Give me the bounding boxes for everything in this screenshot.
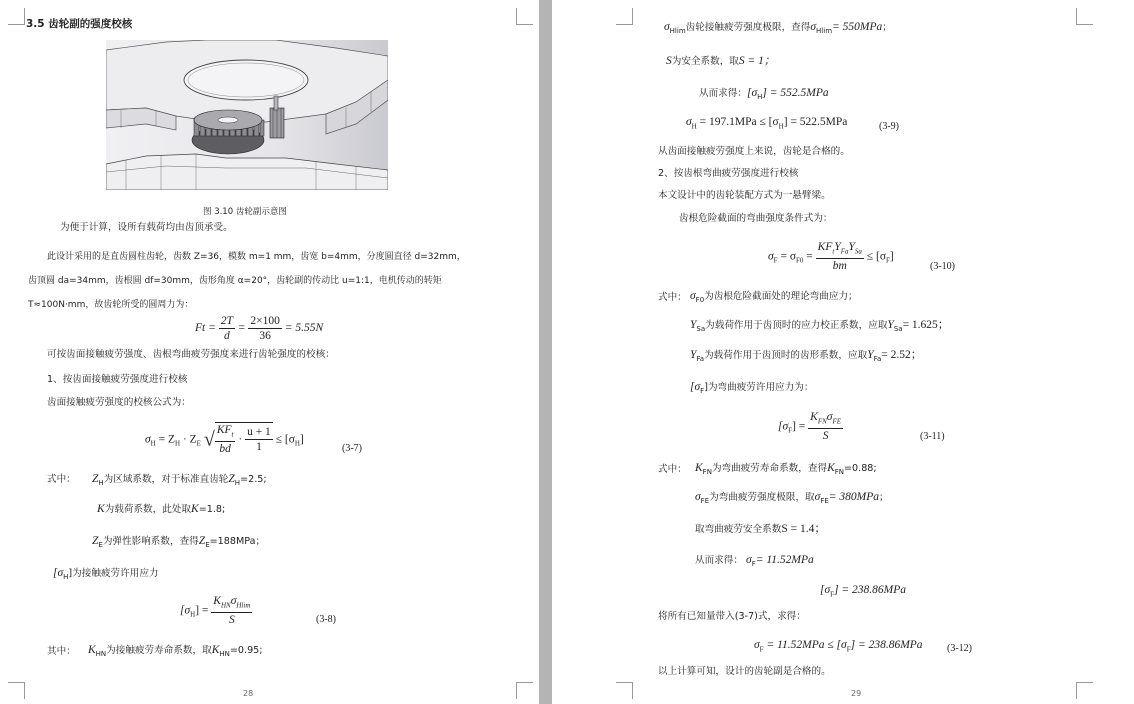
page-gutter xyxy=(539,0,552,704)
equation-3-12: $\sigma_F = 11.52MPa \le [\sigma_F] = 238.86MPa$ xyxy=(754,639,923,654)
safety-factor-definition: S为安全系数，取S = 1； xyxy=(666,55,776,67)
equation-3-9: $\sigma_H = 197.1MPa \le [\sigma_H] = 522.5MPa$ xyxy=(686,116,848,131)
figure-caption: 图 3.10 齿轮副示意图 xyxy=(203,207,287,217)
paragraph: 可按齿面接触疲劳强度、齿根弯曲疲劳强度来进行齿轮强度的校核： xyxy=(47,349,335,360)
page-number: 29 xyxy=(851,689,862,698)
paragraph: 此设计采用的是直齿圆柱齿轮，齿数 Z=36，模数 m=1 mm，齿宽 b=4mm，分度圆直径 d=32mm， xyxy=(47,252,466,262)
where-label: 式中： xyxy=(658,464,687,475)
k-definition: K为载荷系数，此处取K=1.8; xyxy=(97,503,226,515)
sfe-definition: $\sigma_{FE}$为弯曲疲劳强度极限，取$\sigma_{FE}= 380MPa$； xyxy=(695,491,889,505)
equation-number: (3-7) xyxy=(342,443,362,454)
crop-mark xyxy=(516,682,533,699)
crop-mark xyxy=(616,8,633,25)
document-page-28 xyxy=(0,0,539,704)
crop-mark xyxy=(516,8,533,25)
paragraph: 以上计算可知，设计的齿轮副是合格的。 xyxy=(658,666,831,677)
equation-number: (3-12) xyxy=(947,643,972,654)
document-page-29 xyxy=(552,0,1134,704)
equation-3-8: $[\sigma_H]$ = $\frac{K_{HN}\sigma_{Hlim}}{S}$ xyxy=(180,595,251,627)
khn-definition: $K_{HN}$为接触疲劳寿命系数，取$K_{HN}=0.95$; xyxy=(88,644,263,658)
sfp-definition: $[\sigma_F]$为弯曲疲劳许用应力为： xyxy=(690,381,814,395)
paragraph: 齿顶圆 da=34mm，齿根圆 df=30mm，齿形角度 α=20°，齿轮副的传动比 u=1:1，电机传动的转矩 xyxy=(28,276,442,286)
equation-3-10: $\sigma_F = \sigma_{F0}$ = $\frac{KF_tY_{Fa}Y_{Sa}}{bm}$ ≤ $[\sigma_F]$ xyxy=(768,241,894,273)
equation-ft: Ft = $\frac{2T}{d}$ = $\frac{2\times 100}{36}$ = 5.55N xyxy=(195,315,324,342)
paragraph: 从齿面接触疲劳强度上来说，齿轮是合格的。 xyxy=(658,146,850,157)
ze-definition: $Z_E$为弹性影响系数，查得$Z_E=188MPa$； xyxy=(92,535,266,549)
equation-number: (3-11) xyxy=(920,431,945,442)
where-label: 式中： xyxy=(47,474,76,485)
result-allowable-sigma-f: $[\sigma_F] = 238.86MPa$ xyxy=(820,584,907,599)
paragraph: 齿面接触疲劳强度的校核公式为： xyxy=(47,397,191,408)
sf0-definition: $\sigma_{F0}$为齿根危险截面处的理论弯曲应力； xyxy=(690,290,858,304)
paragraph: 1、按齿面接触疲劳强度进行校核 xyxy=(47,374,188,385)
paragraph: 齿根危险截面的弯曲强度条件式为： xyxy=(679,213,833,224)
equation-number: (3-8) xyxy=(316,614,336,625)
result-sigma-f: 从而求得： $\sigma_F= 11.52MPa$ xyxy=(695,554,814,568)
crop-mark xyxy=(1076,682,1093,699)
shlim-definition: $\sigma_{Hlim}$齿轮接触疲劳强度极限，查得$\sigma_{Hlim}= 550MPa$； xyxy=(664,21,892,35)
kfn-definition: $K_{FN}$为弯曲疲劳寿命系数，查得$K_{FN}=0.88$; xyxy=(695,462,877,476)
where-label: 式中： xyxy=(658,292,687,303)
page-number: 28 xyxy=(243,689,254,698)
equation-3-7: $\sigma_H = Z_H \cdot Z_E$ √ $\frac{KF_t}{bd}$ · $\frac{u + 1}{1}$ ≤ $[\sigma_H]$ xyxy=(145,424,304,456)
paragraph: T≈100N·mm，故齿轮所受的圆周力为： xyxy=(28,300,194,310)
paragraph: 为便于计算，设所有载荷均由齿顶承受。 xyxy=(60,222,233,233)
yfa-definition: $Y_{Fa}$为载荷作用于齿顶时的齿形系数，应取$Y_{Fa}= 2.52$； xyxy=(690,349,923,363)
paragraph: 将所有已知量带入(3-7)式，求得： xyxy=(658,611,806,622)
crop-mark xyxy=(8,8,25,25)
bending-safety-factor: 取弯曲疲劳安全系数S = 1.4； xyxy=(695,523,826,535)
equation-number: (3-9) xyxy=(879,121,899,132)
where-label: 其中： xyxy=(47,646,76,657)
crop-mark xyxy=(8,682,25,699)
paragraph: 本文设计中的齿轮装配方式为一悬臂梁。 xyxy=(658,190,831,201)
zh-definition: $Z_H$为区域系数，对于标准直齿轮$Z_H=2.5$; xyxy=(92,473,267,487)
crop-mark xyxy=(1076,8,1093,25)
section-heading: 3.5 齿轮副的强度校核 xyxy=(26,18,133,30)
allowable-contact-stress-definition: $[\sigma_H]$为接触疲劳许用应力 xyxy=(53,567,159,581)
gear-pair-figure xyxy=(106,40,388,190)
ysa-definition: $Y_{Sa}$为载荷作用于齿顶时的应力校正系数，应取$Y_{Sa}= 1.625$； xyxy=(690,319,950,333)
result-sigma-h: 从而求得：$[\sigma_H] = 552.5MPa$ xyxy=(699,87,829,101)
equation-3-11: $[\sigma_F]$ = $\frac{K_{FN}\sigma_{FE}}{S}$ xyxy=(778,411,841,443)
paragraph: 2、按齿根弯曲疲劳强度进行校核 xyxy=(658,168,799,179)
equation-number: (3-10) xyxy=(930,261,955,272)
crop-mark xyxy=(616,682,633,699)
